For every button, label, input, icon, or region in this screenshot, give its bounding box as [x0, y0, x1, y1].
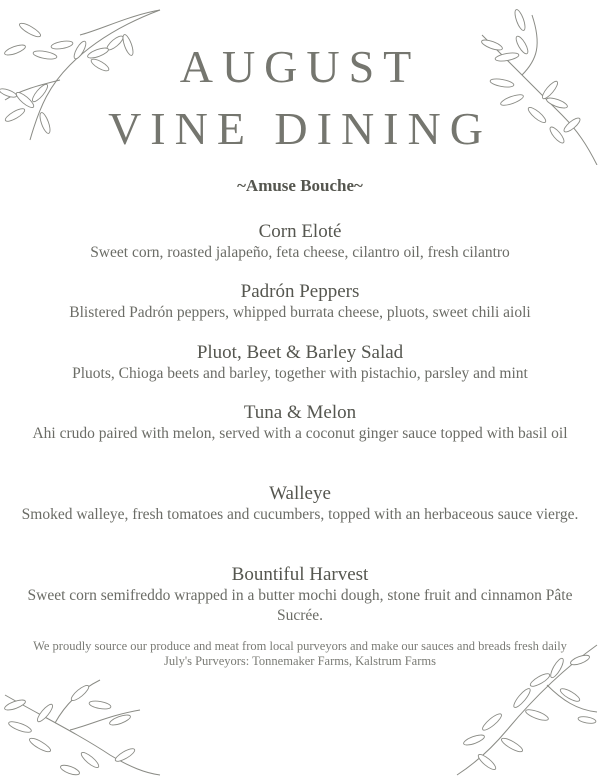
sourcing-note: We proudly source our produce and meat from local purveyors and make our sauces and breads fresh daily: [33, 639, 567, 653]
course-item: [20, 281, 580, 323]
course-description: Ahi crudo paired with melon, served with a coconut ginger sauce topped with basil oil: [32, 425, 568, 442]
course-description: Pluots, Chioga beets and barley, together with pistachio, parsley and mint: [72, 365, 528, 382]
menu-title-line2: VINE DINING: [108, 103, 492, 154]
course-item: [20, 483, 580, 525]
section-title: ~Amuse Bouche~: [237, 176, 363, 195]
footer-note: [30, 639, 570, 669]
course-name: Padrón Peppers: [240, 281, 360, 302]
course-name: Bountiful Harvest: [231, 564, 369, 585]
olive-branch-icon-bottom-left: [0, 675, 165, 777]
course-item: [20, 342, 580, 384]
menu-title-line1: AUGUST: [179, 41, 421, 92]
course-item: [20, 402, 580, 444]
course-description: Blistered Padrón peppers, whipped burrata cheese, pluots, sweet chili aioli: [69, 304, 531, 321]
course-name: Walleye: [269, 483, 331, 504]
course-name: Corn Eloté: [258, 221, 342, 242]
course-item: [20, 221, 580, 263]
purveyors-note: July's Purveyors: Tonnemaker Farms, Kalstrum Farms: [164, 654, 436, 668]
course-description: Smoked walleye, fresh tomatoes and cucumbers, topped with an herbaceous sauce vierge.: [21, 506, 579, 523]
course-item: [20, 564, 580, 626]
course-name: Tuna & Melon: [243, 402, 357, 423]
course-description: Sweet corn, roasted jalapeño, feta cheese, cilantro oil, fresh cilantro: [90, 244, 510, 261]
course-name: Pluot, Beet & Barley Salad: [196, 342, 404, 363]
course-description: Sweet corn semifreddo wrapped in a butter mochi dough, stone fruit and cinnamon Pâte Sucrée.: [27, 587, 573, 624]
